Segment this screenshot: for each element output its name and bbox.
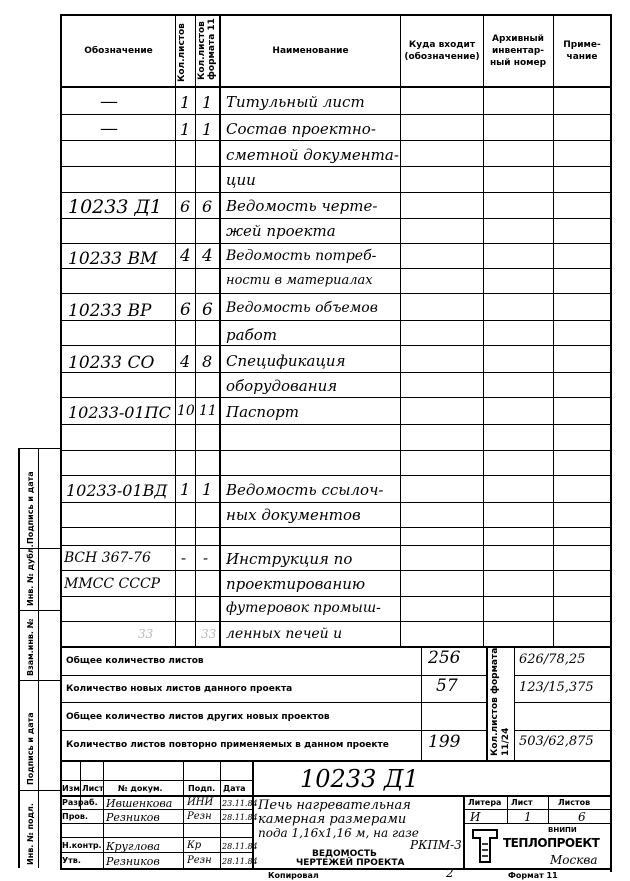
row-qty: 1 xyxy=(180,480,191,499)
row-name-line: ленных печей и xyxy=(226,626,343,642)
row-designation: 10233 Д1 xyxy=(68,196,163,218)
row-name-line: Состав проектно- xyxy=(226,120,376,138)
summary-value: 57 xyxy=(436,676,458,696)
tb-description-line: Печь нагревательная xyxy=(258,798,411,813)
row-qty11: - xyxy=(203,549,209,567)
tb-sheet: 1 xyxy=(524,810,532,824)
tb-role-date: 23.11.84 xyxy=(222,799,258,808)
tb-role-name: Круглова xyxy=(106,840,161,853)
tb-role-sign: ИНИ xyxy=(187,797,214,808)
org-logo-icon xyxy=(470,826,500,866)
header-note: Приме-чание xyxy=(563,40,601,62)
row-name-line: ции xyxy=(226,171,256,189)
row-designation: 10233-01ВД xyxy=(66,481,168,500)
row-designation: 10233 СО xyxy=(68,353,155,373)
header-sheet-count-format: Кол.листов формата 11 xyxy=(197,18,217,80)
summary-value: 256 xyxy=(428,648,461,668)
doc-code: 10233 Д1 xyxy=(300,765,419,793)
header-where-used: Куда входит (обозначение) xyxy=(404,40,480,62)
row-qty: 1 xyxy=(180,120,191,139)
row-qty11: 8 xyxy=(202,352,213,371)
tb-role: Разраб. xyxy=(62,798,98,807)
tb-doc-title: ВЕДОМОСТЬ xyxy=(312,849,377,859)
header-sheet-count: Кол.листов xyxy=(177,23,187,82)
row-name-line: сметной документа- xyxy=(226,146,399,164)
copied-label: Копировал xyxy=(268,871,319,880)
row-qty: 6 xyxy=(180,197,191,216)
tb-description-line: камерная размерами xyxy=(258,812,407,827)
row-name-line: работ xyxy=(226,326,277,344)
row-qty: 6 xyxy=(180,300,191,320)
margin-label: Инв. № дубл. xyxy=(26,544,35,606)
tb-role-date: 28.11.84 xyxy=(222,842,258,851)
tb-doc-title: ЧЕРТЕЖЕЙ ПРОЕКТА xyxy=(296,858,405,868)
format-label: Формат 11 xyxy=(508,871,558,880)
tb-role-name: Резников xyxy=(106,811,160,824)
header-designation: Обозначение xyxy=(84,46,153,56)
margin-label: Взам.инв. № xyxy=(26,618,35,676)
row-name-line: Ведомость ссылоч- xyxy=(226,481,384,499)
row-qty11: 6 xyxy=(202,197,213,216)
row-name-line: Ведомость черте- xyxy=(226,197,378,215)
row-designation: — xyxy=(100,91,118,112)
summary-label: Количество новых листов данного проекта xyxy=(66,684,293,694)
row-qty11: 1 xyxy=(202,120,213,139)
row-name-line: оборудования xyxy=(226,377,338,395)
tb-col-header: Лист xyxy=(82,784,104,793)
tb-role: Н.контр. xyxy=(62,841,102,850)
summary-label: Общее количество листов других новых проектов xyxy=(66,712,330,722)
row-name-line: жей проекта xyxy=(226,222,336,240)
org-small: ВНИПИ xyxy=(548,826,577,834)
row-name-line: Титульный лист xyxy=(226,93,365,111)
tb-role-date: 28.11.84 xyxy=(222,813,258,822)
bottom-mark: 2 xyxy=(446,866,454,880)
format-value: 123/15,375 xyxy=(519,680,594,695)
tb-role: Пров. xyxy=(62,812,89,821)
row-name-line: Ведомость объемов xyxy=(226,300,378,316)
margin-label: Подпись и дата xyxy=(26,712,35,785)
summary-label: Количество листов повторно применяемых в данном проекте xyxy=(66,740,389,750)
row-qty11: 11 xyxy=(199,403,217,419)
tb-role: Утв. xyxy=(62,856,81,865)
row-name-line: проектированию xyxy=(226,575,366,593)
tb-col-header: Дата xyxy=(223,784,246,793)
row-qty11: 6 xyxy=(202,300,213,320)
tb-role-date: 28.11.84 xyxy=(222,857,258,866)
row-qty: 4 xyxy=(180,352,191,371)
summary-side-label: Кол.листов формата 11/24 xyxy=(490,647,511,756)
tb-col-header: Подп. xyxy=(188,784,216,793)
header-name: Наименование xyxy=(272,46,349,56)
summary-value: 199 xyxy=(428,732,461,752)
row-name-line: Спецификация xyxy=(226,352,346,370)
tb-description-line: пода 1,16х1,16 м, на газе xyxy=(258,826,419,840)
tb-sheet-label: Лист xyxy=(511,798,533,807)
tb-sheets: 6 xyxy=(578,810,586,824)
summary-label: Общее количество листов xyxy=(66,656,204,666)
row-designation: — xyxy=(100,118,118,139)
margin-label: Подпись и дата xyxy=(26,471,35,544)
row-name-line: Инструкция по xyxy=(226,550,353,568)
format-value: 626/78,25 xyxy=(519,652,586,667)
row-designation: 10233 ВР xyxy=(68,301,152,321)
row-designation: 10233-01ПС xyxy=(68,403,171,422)
tb-role-sign: Резн xyxy=(187,855,212,866)
margin-label: Инв. № подл. xyxy=(26,803,35,865)
row-qty11: 1 xyxy=(202,480,213,499)
faint-mark: 33 xyxy=(201,627,217,641)
tb-role-sign: Кр xyxy=(187,840,202,851)
tb-stage: И xyxy=(470,810,481,824)
row-name-line: Ведомость потреб- xyxy=(226,248,377,264)
tb-sheets-label: Листов xyxy=(558,798,591,807)
row-name-line: ности в материалах xyxy=(226,273,373,288)
faint-mark: 33 xyxy=(138,627,154,641)
row-name-line: ных документов xyxy=(226,506,361,524)
row-qty: - xyxy=(181,549,187,567)
row-designation: 10233 ВМ xyxy=(68,249,158,269)
tb-role-name: Ившенкова xyxy=(106,797,173,810)
tb-col-header: Изм xyxy=(62,784,80,793)
org-name: ТЕПЛОПРОЕКТ xyxy=(503,836,600,850)
format-value: 503/62,875 xyxy=(519,734,594,749)
row-name-line: Паспорт xyxy=(226,403,299,421)
header-archive-inventory: Архивный инвентар-ный номер xyxy=(489,34,547,68)
tb-description-line: РКПМ-3 xyxy=(410,838,462,852)
row-designation: ВСН 367-76 xyxy=(64,550,151,566)
tb-role-sign: Резн xyxy=(187,811,212,822)
tb-col-header: № докум. xyxy=(118,784,163,793)
tb-role-name: Резников xyxy=(106,855,160,868)
tb-stage-label: Литера xyxy=(468,798,502,807)
org-city: Москва xyxy=(550,853,598,867)
row-qty11: 4 xyxy=(202,246,213,266)
row-qty: 1 xyxy=(180,93,191,112)
row-qty: 4 xyxy=(180,246,191,266)
row-qty: 10 xyxy=(177,403,195,419)
row-qty11: 1 xyxy=(202,93,213,112)
row-name-line: футеровок промыш- xyxy=(226,600,381,616)
row-designation: ММСС СССР xyxy=(64,576,161,592)
